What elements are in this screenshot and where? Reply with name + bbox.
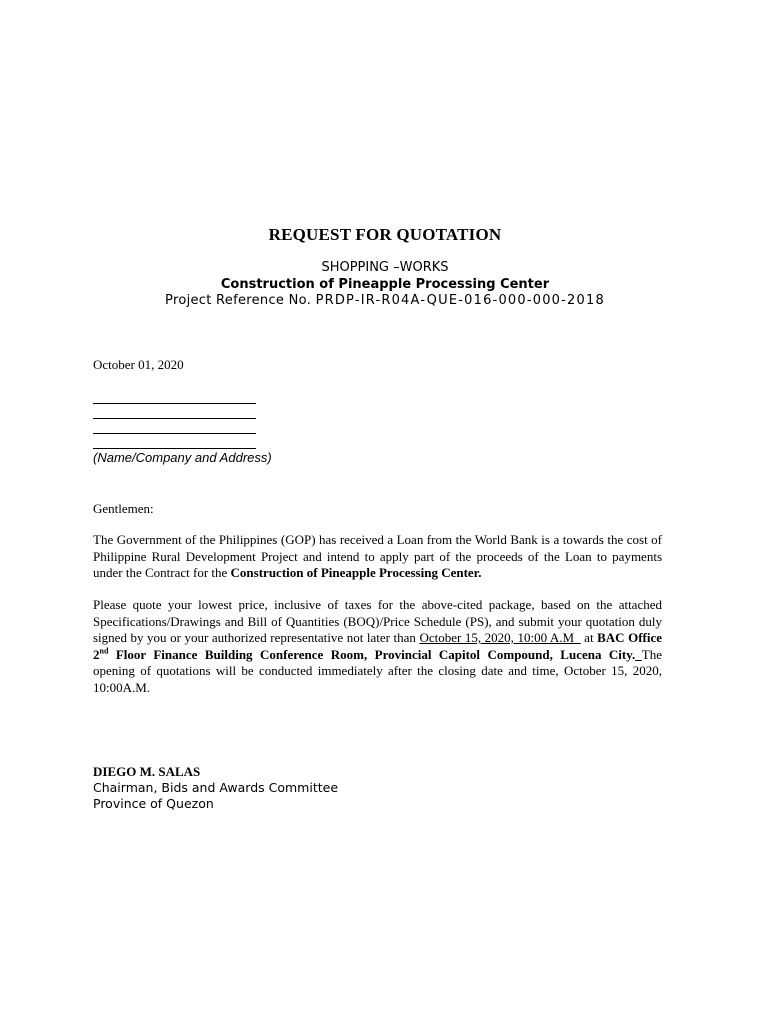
paragraph-quotation — [93, 597, 662, 696]
project-ref-label: Project Reference No. — [165, 293, 312, 308]
opening-text: The opening of quotations will be conducted immediately after the closing date and time, October 15, 2020, 10:00A.M. — [93, 646, 662, 695]
procurement-mode: SHOPPING –WORKS — [321, 260, 449, 275]
address-blank-line — [93, 433, 256, 434]
paragraph-quotation-text: Please quote your lowest price, inclusive of taxes for the above-cited package, based on the attached Specifications/Drawings and Bill of Quantities (BOQ)/Price Schedule (PS), and submit your quotation duly signed by you or your authorized representative not later than — [93, 597, 662, 645]
paragraph-loan — [93, 532, 662, 582]
project-reference — [0, 293, 770, 308]
address-label: (Name/Company and Address) — [93, 450, 272, 465]
signatory-office: Province of Quezon — [93, 796, 214, 811]
paragraph-loan-text: The Government of the Philippines (GOP) has received a Loan from the World Bank is a towards the cost of Philippine Rural Development Project and intend to apply part of the proceeds of the Loan to payments under the Contract for the — [93, 532, 662, 580]
document-title: REQUEST FOR QUOTATION — [268, 225, 502, 244]
signatory-name: DIEGO M. SALAS — [93, 764, 201, 779]
submission-deadline — [419, 630, 580, 645]
project-name: Construction of Pineapple Processing Center — [220, 277, 550, 292]
salutation: Gentlemen: — [93, 501, 154, 516]
venue-part-b: Floor Finance Building Conference Room, Provincial Capitol Compound, Lucena City. — [115, 646, 636, 662]
signatory-position: Chairman, Bids and Awards Committee — [93, 780, 339, 795]
letter-date: October 01, 2020 — [93, 357, 184, 372]
venue-tail: _ — [635, 646, 642, 662]
address-blank-line — [93, 448, 256, 449]
address-blank-line — [93, 418, 256, 419]
deadline-tail: _ — [574, 630, 581, 645]
at-word: at — [584, 630, 594, 645]
project-ref-value: PRDP-IR-R04A-QUE-016-000-000-2018 — [315, 293, 605, 308]
venue-part-a: BAC Office 2 — [93, 630, 663, 662]
address-blank-line — [93, 403, 256, 404]
paragraph-loan-project: Construction of Pineapple Processing Center. — [230, 565, 482, 580]
deadline-text: October 15, 2020, 10:00 A.M — [419, 630, 575, 645]
venue-superscript: nd — [99, 646, 109, 656]
